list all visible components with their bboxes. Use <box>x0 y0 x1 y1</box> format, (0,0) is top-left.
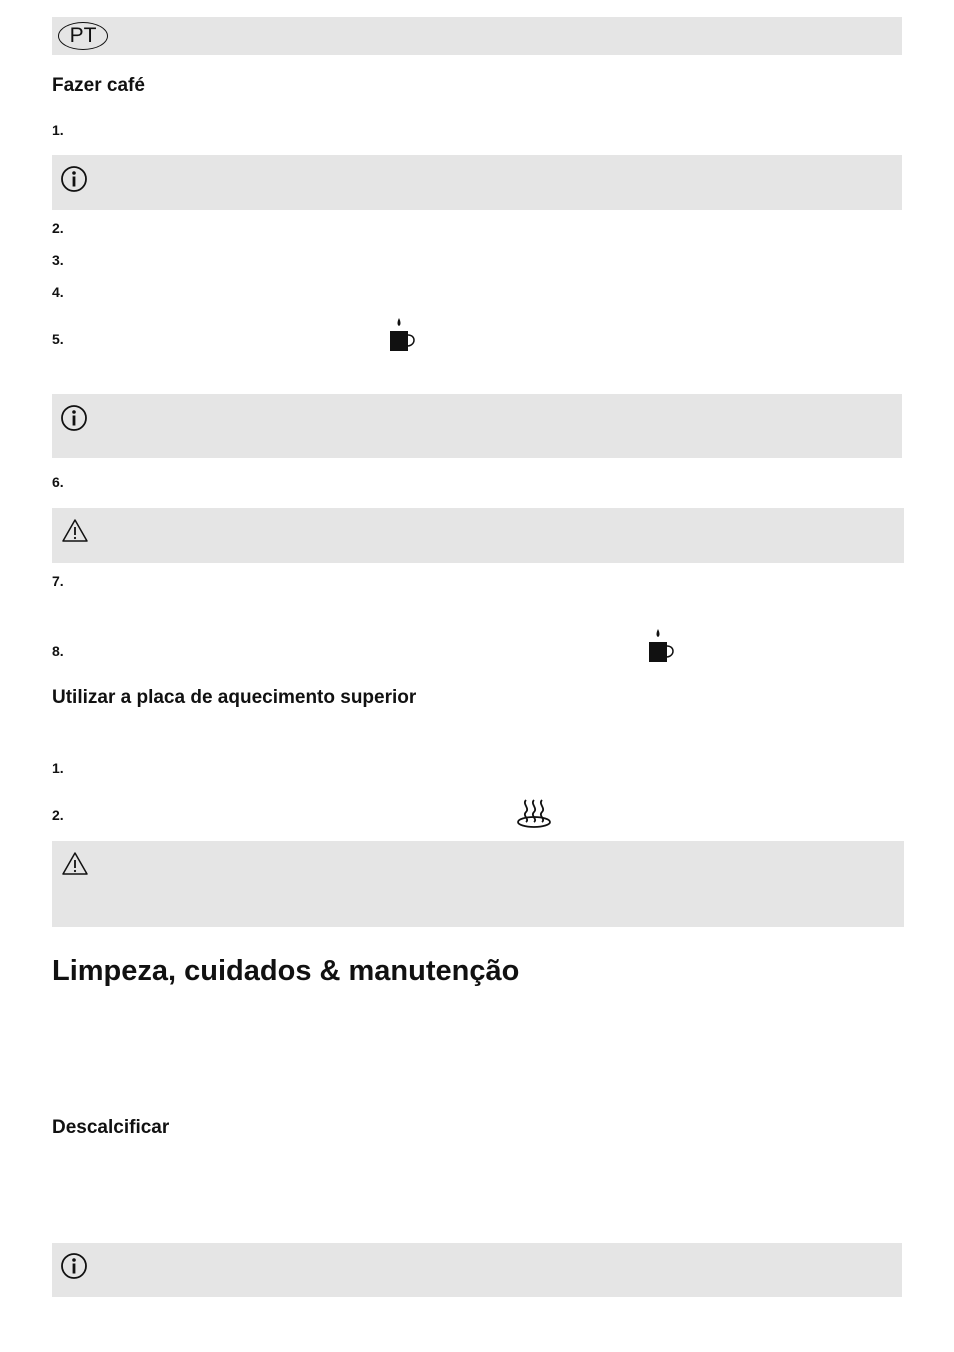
info-note-box <box>52 394 902 458</box>
step-number: 6. <box>52 474 64 490</box>
coffee-cup-icon <box>647 628 677 666</box>
hot-plate-icon <box>516 797 554 831</box>
language-badge: PT <box>58 22 108 50</box>
step-number: 3. <box>52 252 64 268</box>
info-icon <box>60 404 88 432</box>
warning-icon <box>61 851 89 877</box>
coffee-cup-icon <box>388 317 418 355</box>
step-number: 1. <box>52 122 64 138</box>
info-icon <box>60 1252 88 1280</box>
header-bar <box>52 17 902 55</box>
info-note-box <box>52 1243 902 1297</box>
step-number: 2. <box>52 220 64 236</box>
step-number: 1. <box>52 760 64 776</box>
warning-note-box <box>52 508 904 563</box>
step-number: 8. <box>52 643 64 659</box>
step-number: 2. <box>52 807 64 823</box>
step-number: 4. <box>52 284 64 300</box>
section-title-descaling: Descalcificar <box>52 1117 170 1138</box>
step-number: 5. <box>52 331 64 347</box>
info-note-box <box>52 155 902 210</box>
section-title-hot-plate: Utilizar a placa de aquecimento superior <box>52 687 417 708</box>
section-title-making-coffee: Fazer café <box>52 75 145 96</box>
warning-note-box <box>52 841 904 927</box>
step-number: 7. <box>52 573 64 589</box>
info-icon <box>60 165 88 193</box>
section-title-cleaning: Limpeza, cuidados & manutenção <box>52 955 520 987</box>
warning-icon <box>61 518 89 544</box>
